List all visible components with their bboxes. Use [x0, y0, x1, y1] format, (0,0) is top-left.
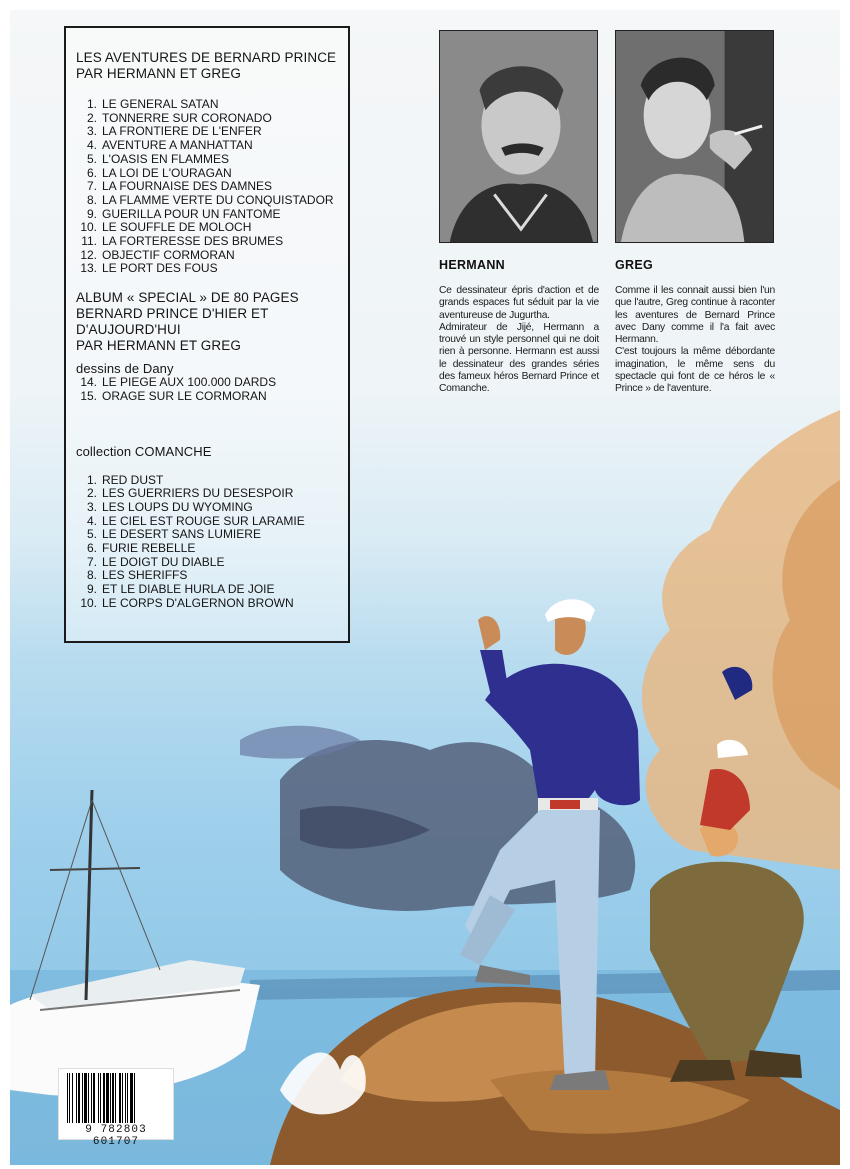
barcode-bar: [115, 1073, 116, 1123]
hermann-portrait: [439, 30, 598, 243]
title-number: 3.: [86, 124, 97, 139]
greg-name: GREG: [615, 258, 654, 272]
title-text: FURIE REBELLE: [102, 541, 196, 556]
title-item: [76, 194, 348, 208]
title-text: LE DOIGT DU DIABLE: [102, 554, 225, 569]
title-item: [76, 501, 348, 515]
bibliography-frame: [64, 26, 350, 643]
title-item: [76, 376, 348, 390]
title-text: LES GUERRIERS DU DESESPOIR: [102, 486, 294, 501]
barcode-bar: [72, 1073, 73, 1123]
hermann-bio-p1: Ce dessinateur épris d'action et de grands espaces fut séduit par la vie aventureuse de Jugurtha.: [439, 285, 599, 321]
title-text: LA LOI DE L'OURAGAN: [102, 165, 232, 180]
barcode-bar: [100, 1073, 101, 1123]
barcode-bar: [82, 1073, 83, 1123]
title-text: LE CORPS D'ALGERNON BROWN: [102, 595, 294, 610]
title-number: 6.: [86, 541, 97, 556]
comanche-list: [76, 474, 348, 611]
title-text: OBJECTIF CORMORAN: [102, 247, 235, 262]
title-number: 2.: [86, 110, 97, 125]
title-number: 15.: [80, 388, 97, 403]
title-item: [76, 515, 348, 529]
title-number: 13.: [80, 261, 97, 276]
title-text: LA FLAMME VERTE DU CONQUISTADOR: [102, 192, 334, 207]
greg-portrait: [615, 30, 774, 243]
title-number: 6.: [86, 165, 97, 180]
barcode-bar: [67, 1073, 68, 1123]
title-text: GUERILLA POUR UN FANTOME: [102, 206, 281, 221]
title-text: LE PIEGE AUX 100.000 DARDS: [102, 375, 277, 390]
title-item: [76, 139, 348, 153]
title-text: ORAGE SUR LE CORMORAN: [102, 388, 267, 403]
title-text: LE SOUFFLE DE MOLOCH: [102, 220, 252, 235]
title-number: 9.: [86, 582, 97, 597]
barcode-bar: [110, 1073, 111, 1123]
title-item: [76, 597, 348, 611]
barcode-bar: [125, 1073, 126, 1123]
title-number: 12.: [80, 247, 97, 262]
barcode-bar: [98, 1073, 99, 1123]
title-number: 4.: [86, 513, 97, 528]
back-cover: [10, 10, 840, 1165]
title-item: [76, 569, 348, 583]
title-text: RED DUST: [102, 472, 164, 487]
title-text: LES SHERIFFS: [102, 568, 188, 583]
barcode-bar: [106, 1073, 109, 1123]
title-text: LE CIEL EST ROUGE SUR LARAMIE: [102, 513, 305, 528]
bernard-prince-list: [76, 98, 348, 276]
title-number: 10.: [80, 220, 97, 235]
greg-bio: [615, 285, 775, 396]
series-heading-line1: LES AVENTURES DE BERNARD PRINCE: [76, 50, 337, 65]
special-album-line2: BERNARD PRINCE D'HIER ET D'AUJOURD'HUI: [76, 306, 269, 338]
hermann-bio: [439, 285, 599, 396]
title-text: LE GENERAL SATAN: [102, 97, 219, 111]
title-item: [76, 98, 348, 112]
greg-bio-p2: C'est toujours la même débordante imagination, le même sens du spectacle qui font de ce héros le « Prince » de l'aventure.: [615, 346, 775, 395]
title-number: 3.: [86, 499, 97, 514]
title-item: [76, 249, 348, 263]
title-item: [76, 180, 348, 194]
title-text: LA FOURNAISE DES DAMNES: [102, 179, 273, 194]
title-item: [76, 221, 348, 235]
title-item: [76, 474, 348, 488]
title-item: [76, 112, 348, 126]
title-text: LES LOUPS DU WYOMING: [102, 499, 253, 514]
title-text: AVENTURE A MANHATTAN: [102, 138, 253, 153]
title-item: [76, 208, 348, 222]
greg-portrait-image: [616, 31, 773, 242]
barcode-bar: [112, 1073, 114, 1123]
title-item: [76, 125, 348, 139]
special-album-line3: PAR HERMANN ET GREG: [76, 338, 241, 354]
title-number: 14.: [80, 375, 97, 390]
barcode-bar: [91, 1073, 92, 1123]
title-item: [76, 390, 348, 404]
barcode-bar: [78, 1073, 80, 1123]
series-heading: [76, 50, 348, 82]
title-item: [76, 528, 348, 542]
series-heading-line2: PAR HERMANN ET GREG: [76, 66, 241, 81]
title-number: 8.: [86, 192, 97, 207]
title-text: LA FRONTIERE DE L'ENFER: [102, 124, 262, 139]
title-item: [76, 542, 348, 556]
barcode-bar: [122, 1073, 123, 1123]
barcode-bar: [88, 1073, 89, 1123]
barcode-bar: [76, 1073, 77, 1123]
barcode-bar: [84, 1073, 87, 1123]
title-number: 8.: [86, 568, 97, 583]
dany-label: dessins de Dany: [76, 361, 174, 377]
title-item: [76, 487, 348, 501]
isbn-barcode: [58, 1068, 174, 1148]
barcode-bar: [119, 1073, 121, 1123]
hermann-bio-p2: Admirateur de Jijé, Hermann a trouvé un style personnel qui ne doit rien à personne. Hermann est aussi le dessinateur des grandes séries des fameux héros Bernard Prince et Comanche.: [439, 321, 599, 395]
title-number: 1.: [86, 97, 97, 111]
barcode-bar: [103, 1073, 105, 1123]
barcode-bar: [130, 1073, 133, 1123]
title-item: [76, 235, 348, 249]
barcode-bar: [93, 1073, 95, 1123]
hermann-name: HERMANN: [439, 258, 505, 272]
title-number: 5.: [86, 527, 97, 542]
hermann-portrait-image: [440, 31, 597, 242]
title-text: L'OASIS EN FLAMMES: [102, 151, 229, 166]
title-item: [76, 153, 348, 167]
comanche-label-name: COMANCHE: [134, 443, 212, 459]
barcode-digits: 9 782803 601707: [85, 1124, 147, 1148]
title-text: TONNERRE SUR CORONADO: [102, 110, 272, 125]
title-number: 7.: [86, 554, 97, 569]
barcode-bar: [69, 1073, 70, 1123]
special-album-line1: ALBUM « SPECIAL » DE 80 PAGES: [76, 290, 299, 306]
title-text: LE DESERT SANS LUMIERE: [102, 527, 261, 542]
title-item: [76, 167, 348, 181]
greg-bio-p1: Comme il les connait aussi bien l'un que l'autre, Greg continue à raconter les aventures de Bernard Prince avec Dany comme il l'a fait avec Hermann.: [615, 285, 775, 346]
barcode-bars: [65, 1073, 169, 1123]
title-number: 4.: [86, 138, 97, 153]
comanche-label: [76, 444, 348, 460]
barcode-bar: [127, 1073, 128, 1123]
barcode-bar: [134, 1073, 135, 1123]
title-number: 2.: [86, 486, 97, 501]
title-item: [76, 556, 348, 570]
title-item: [76, 583, 348, 597]
title-number: 11.: [81, 234, 97, 249]
title-number: 10.: [80, 595, 97, 610]
title-number: 1.: [86, 472, 97, 487]
dany-list: [76, 376, 348, 403]
title-item: [76, 262, 348, 276]
title-text: ET LE DIABLE HURLA DE JOIE: [102, 582, 275, 597]
comanche-label-prefix: collection: [76, 443, 132, 459]
title-number: 7.: [86, 179, 97, 194]
title-text: LA FORTERESSE DES BRUMES: [102, 234, 284, 249]
title-number: 5.: [86, 151, 97, 166]
title-number: 9.: [86, 206, 97, 221]
special-album-heading: [76, 290, 348, 354]
title-text: LE PORT DES FOUS: [102, 261, 218, 276]
